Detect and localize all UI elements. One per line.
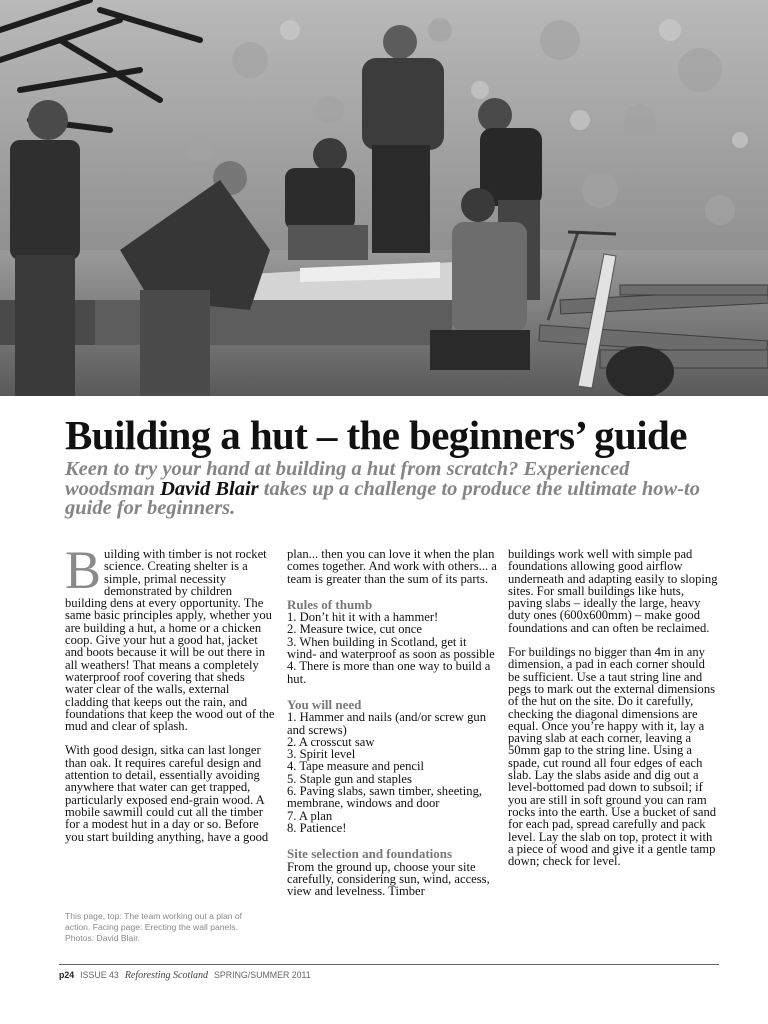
body-column-3 xyxy=(508,548,718,879)
rules-list xyxy=(287,611,497,685)
body-paragraph: With good design, sitka can last longer than oak. It requires careful design and attention to detail, essentially avoiding anywhere that water can get trapped, particularly exposed end-grain wood. A mobile sawmill could cut all the timber for a modest hut in a day or so. Before you start building anything, have a good xyxy=(65,743,269,844)
drop-cap: B xyxy=(65,540,102,600)
rules-of-thumb-heading: Rules of thumb xyxy=(287,596,373,612)
list-item: 8. Patience! xyxy=(287,820,347,835)
list-item: 4. Tape measure and pencil xyxy=(287,759,425,774)
body-paragraph: buildings work well with simple pad foundations allowing good airflow underneath and adapting easily to sloping sites. For small buildings like huts, paving slabs – ideally the large, heavy duty ones (600x600mm) – make good foundations and can often be reclaimed. xyxy=(508,547,718,635)
issue-season: SPRING/SUMMER 2011 xyxy=(214,970,311,980)
article-standfirst xyxy=(65,460,715,519)
photo-caption: This page, top: The team working out a plan of action. Facing page: Erecting the wall panels. Photos: David Blair. xyxy=(65,911,243,943)
standfirst-tail: takes up a challenge to produce the ultimate how-to guide for beginners. xyxy=(65,477,700,519)
list-item: 6. Paving slabs, sawn timber, sheeting, membrane, windows and door xyxy=(287,784,483,811)
header-photo xyxy=(0,0,768,396)
author-name: David Blair xyxy=(160,477,259,500)
standfirst-lead: Keen to try your hand at building a hut from scratch? Experienced woodsman xyxy=(65,458,630,500)
list-item: 2. Measure twice, cut once xyxy=(287,622,422,637)
list-item: 3. When building in Scotland, get it wind- and waterproof as soon as possible xyxy=(287,634,495,662)
list-item: 1. Don’t hit it with a hammer! xyxy=(287,610,439,625)
list-item: 4. There is more than one way to build a hut. xyxy=(287,659,491,686)
article-headline: Building a hut – the beginners’ guide xyxy=(65,412,687,458)
list-item: 3. Spirit level xyxy=(287,747,356,762)
list-item: 1. Hammer and nails (and/or screw gun and screws) xyxy=(287,710,486,737)
team-planning-photo xyxy=(0,0,768,396)
list-item: 5. Staple gun and staples xyxy=(287,771,412,786)
body-paragraph: For buildings no bigger than 4m in any dimension, a pad in each corner should be sufficient. Use a taut string line and pegs to mark out the external dimensions of the hut on the site. Do it carefully, checking the diagonal dimensions are equal. Once you’re happy with it, lay a paving slab at each corner, leaving a 50mm gap to the string line. Using a spade, cut round all four edges of each slab. Lay the slabs aside and dig out a level-bottomed pad down to subsoil; if you are still in soft ground you can ram rocks into the earth. Use a bucket of sand for each pad, spread carefully and pack level. Lay the slab on top, protect it with a piece of wood and give it a gentle tamp down; check for level. xyxy=(508,645,717,869)
body-paragraph: From the ground up, choose your site carefully, considering sun, wind, access, view and levelness. Timber xyxy=(287,859,490,899)
intro-paragraph xyxy=(65,540,275,734)
body-paragraph: plan... then you can love it when the plan comes together. And work with others... a team is greater than the sum of its parts. xyxy=(287,547,497,586)
page-number: p24 xyxy=(59,970,75,980)
magazine-title: Reforesting Scotland xyxy=(124,970,209,981)
body-column-1 xyxy=(65,540,275,855)
materials-list xyxy=(287,711,497,834)
page-footer xyxy=(59,970,719,981)
list-item: 2. A crosscut saw xyxy=(287,734,375,749)
intro-text: uilding with timber is not rocket science. Creating shelter is a simple, primal necessity demonstrated by children building dens at every opportunity. The same basic principles apply, whether you are building a hut, a home or a chicken coop. Give your hut a good hat, jacket and boots because it will be out there in all weathers! That means a completely waterproof roof covering that sheds water clear of the walls, external cladding that keeps out the rain, and foundations that keep the wood out of the mud and clear of splash. xyxy=(65,547,275,734)
site-selection-heading: Site selection and foundations xyxy=(287,846,453,862)
issue-number: ISSUE 43 xyxy=(80,970,119,980)
list-item: 7. A plan xyxy=(287,808,333,823)
footer-rule xyxy=(59,964,719,965)
body-column-2 xyxy=(287,548,497,897)
you-will-need-heading: You will need xyxy=(287,696,362,712)
